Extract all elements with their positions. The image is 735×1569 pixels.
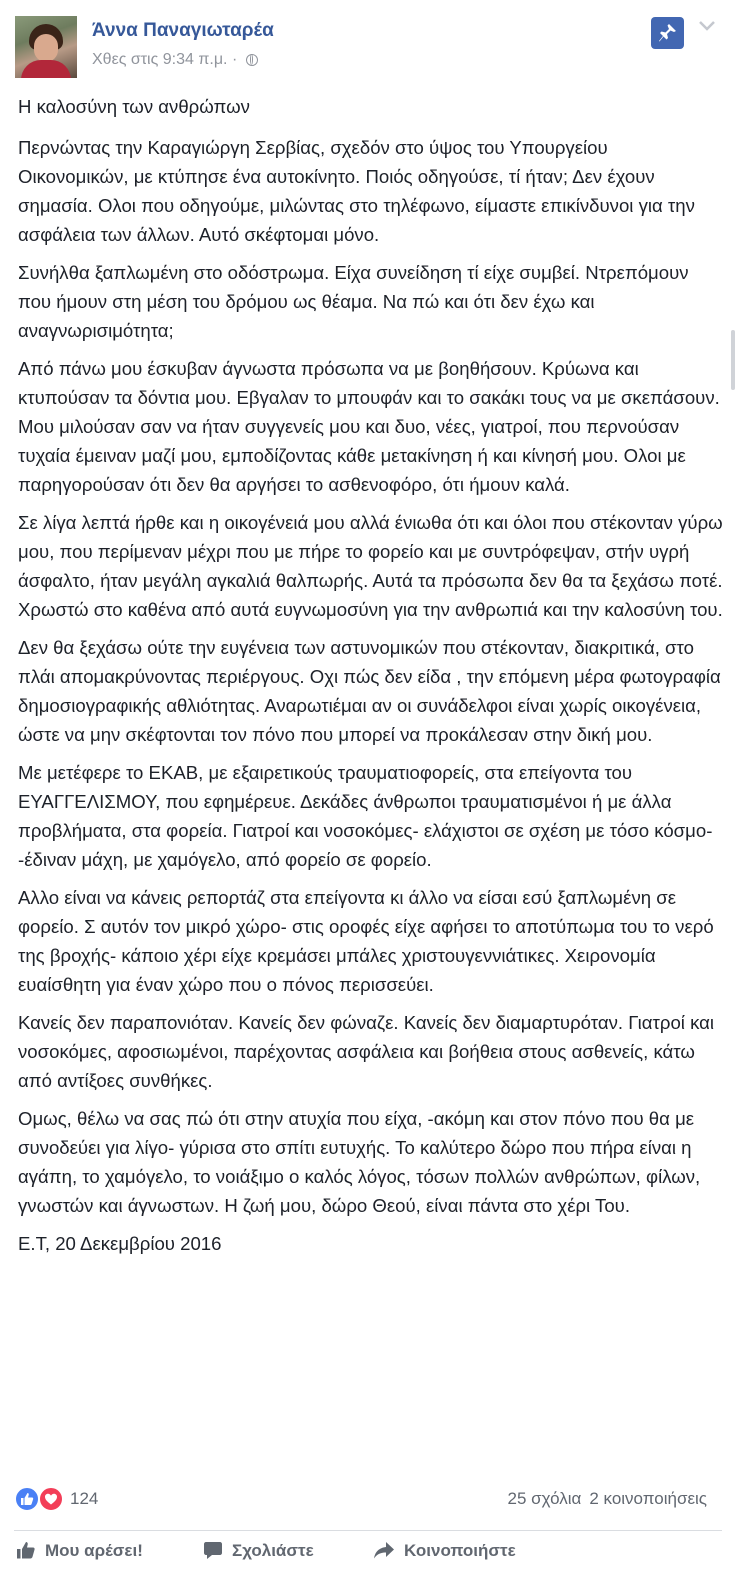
comments-shares (508, 1489, 707, 1509)
chevron-down-icon (697, 19, 717, 33)
love-reaction-badge[interactable] (38, 1486, 64, 1512)
post-body (18, 92, 723, 1267)
comment-icon (203, 1540, 223, 1560)
author-name[interactable]: Άννα Παναγιωταρέα (92, 20, 274, 41)
post-paragraph: Δεν θα ξεχάσω ούτε την ευγένεια των αστυνομικών που στέκονταν, διακριτικά, στο πλάι απομακρύνοντας περιέργους. Οχι πώς δεν είδα , την επόμενη μέρα φωτογραφία δημοσιογραφικής αθλιότητας. Αναρωτιέμαι αν οι συνάδελφοι είναι χωρίς οικογένεια, ώστε να μην σκέφτονται τον πόνο που μπορεί να προκάλεσαν στην δική μου. (18, 637, 721, 745)
pin-button[interactable] (651, 17, 684, 49)
comment-button[interactable] (203, 1540, 314, 1561)
share-button-label: Κοινοποιήστε (404, 1541, 516, 1560)
post-paragraph: Αλλο είναι να κάνεις ρεπορτάζ στα επείγοντα κι άλλο να είσαι εσύ ξαπλωμένη σε φορείο. Σ αυτόν τον μικρό χώρο- στις οροφές είχε αφήσει το αποτύπωμα του το νερό της βροχής- κάποιο χέρι είχε κρεμάσει μπάλες χριστουγεννιάτικες. Χειρονομία ευαίσθητη για έναν χώρο που ο πόνος περισσεύει. (18, 887, 714, 995)
avatar-shirt (21, 60, 71, 78)
shares-count-link[interactable]: 2 κοινοποιήσεις (589, 1489, 707, 1508)
globe-icon (246, 54, 258, 66)
pin-icon (658, 23, 677, 43)
comment-button-label: Σχολιάστε (232, 1541, 314, 1560)
post-header (0, 0, 735, 90)
post-stats (0, 1480, 735, 1520)
like-button[interactable] (16, 1540, 143, 1561)
avatar-face (34, 34, 58, 62)
reaction-count[interactable]: 124 (70, 1489, 99, 1508)
like-reaction-badge[interactable] (14, 1486, 40, 1512)
post-meta (92, 51, 258, 69)
post-paragraph: Συνήλθα ξαπλωμένη στο οδόστρωμα. Είχα συνείδηση τί είχε συμβεί. Ντρεπόμουν που ήμουν στη μέση του δρόμου ως θέαμα. Να πώ και ότι δεν έχω και αναγνωρισιμότητα; (18, 262, 689, 341)
post-title: Η καλοσύνη των ανθρώπων (18, 96, 250, 117)
post-actions (0, 1531, 735, 1569)
author-avatar[interactable] (15, 16, 77, 78)
love-icon (44, 1492, 58, 1506)
post-paragraph: Περνώντας την Καραγιώργη Σερβίας, σχεδόν στο ύψος του Υπουργείου Οικονομικών, με κτύπησε ένα αυτοκίνητο. Ποιός οδηγούσε, τί ήταν; Δεν έχουν σημασία. Ολοι που οδηγούμε, μιλώντας στο τηλέφωνο, είμαστε επικίνδυνοι για την ασφάλεια των άλλων. Αυτό σκέφτομαι μόνο. (18, 137, 695, 245)
post-paragraph: Σε λίγα λεπτά ήρθε και η οικογένειά μου αλλά ένιωθα ότι και όλοι που στέκονταν γύρω μου, που περίμεναν μέχρι που με πήρε το φορείο και με συντρόφεψαν, στήν υγρή άσφαλτο, ήταν μεγάλη αγκαλιά θαλπωρής. Αυτά τα πρόσωπα δεν θα τα ξεχάσω ποτέ. Χρωστώ στο καθένα από αυτά ευγνωμοσύνη για την ανθρωπιά και την καλοσύνη του. (18, 512, 723, 620)
scrollbar-thumb[interactable] (731, 330, 735, 390)
post-options-button[interactable] (697, 19, 717, 33)
thumbs-up-icon (16, 1540, 36, 1560)
share-button[interactable] (373, 1540, 516, 1561)
post-timestamp[interactable]: Χθες στις 9:34 π.μ. · (92, 51, 238, 68)
post-paragraph: Από πάνω μου έσκυβαν άγνωστα πρόσωπα να με βοηθήσουν. Κρύωνα και κτυπούσαν τα δόντια μου. Εβγαλαν το μπουφάν και το σακάκι τους να με σκεπάσουν. Μου μιλούσαν σαν να ήταν συγγενείς μου και δυο, νέες, γιατροί, που περνούσαν τυχαία έμειναν μαζί μου, εμποδίζοντας κάθε μετακίνηση ή και κίνησή μου. Ολοι με παρηγορούσαν ότι δεν θα αργήσει το ασθενοφόρο, ότι ήμουν καλά. (18, 358, 720, 495)
post-paragraph: Με μετέφερε το ΕΚΑΒ, με εξαιρετικούς τραυματιοφορείς, στα επείγοντα του ΕΥΑΓΓΕΛΙΣΜΟΥ, που εφημέρευε. Δεκάδες άνθρωποι τραυματισμένοι ή με άλλα προβλήματα, στα φορεία. Γιατροί και νοσοκόμες- ελάχιστοι σε σχέση με τόσο κόσμο- -έδιναν μάχη, με χαμόγελο, από φορείο σε φορείο. (18, 762, 713, 870)
comments-count-link[interactable]: 25 σχόλια (507, 1489, 582, 1508)
like-button-label: Μου αρέσει! (45, 1541, 143, 1560)
post-paragraph: Ομως, θέλω να σας πώ ότι στην ατυχία που είχα, -ακόμη και στον πόνο που θα με συνοδεύει για λίγο- γύρισα στο σπίτι ευτυχής. Το καλύτερο δώρο που πήρα είναι η αγάπη, το χαμόγελο, το νοιάξιμο ο καλός λόγος, τόσων πολλών ανθρώπων, φίλων, γνωστών και άγνωστων. Η ζωή μου, δώρο Θεού, είναι πάντα στο χέρι Του. (18, 1108, 701, 1216)
share-arrow-icon (373, 1540, 395, 1560)
post-paragraph: Κανείς δεν παραπονιόταν. Κανείς δεν φώναζε. Κανείς δεν διαμαρτυρόταν. Γιατροί και νοσοκόμες, αφοσιωμένοι, παρέχοντας ασφάλεια και βοήθεια στους ασθενείς, κάτω από αντίξοες συνθήκες. (18, 1012, 715, 1091)
post-signature: Ε.Τ, 20 Δεκεμβρίου 2016 (18, 1233, 222, 1254)
like-icon (20, 1492, 34, 1506)
